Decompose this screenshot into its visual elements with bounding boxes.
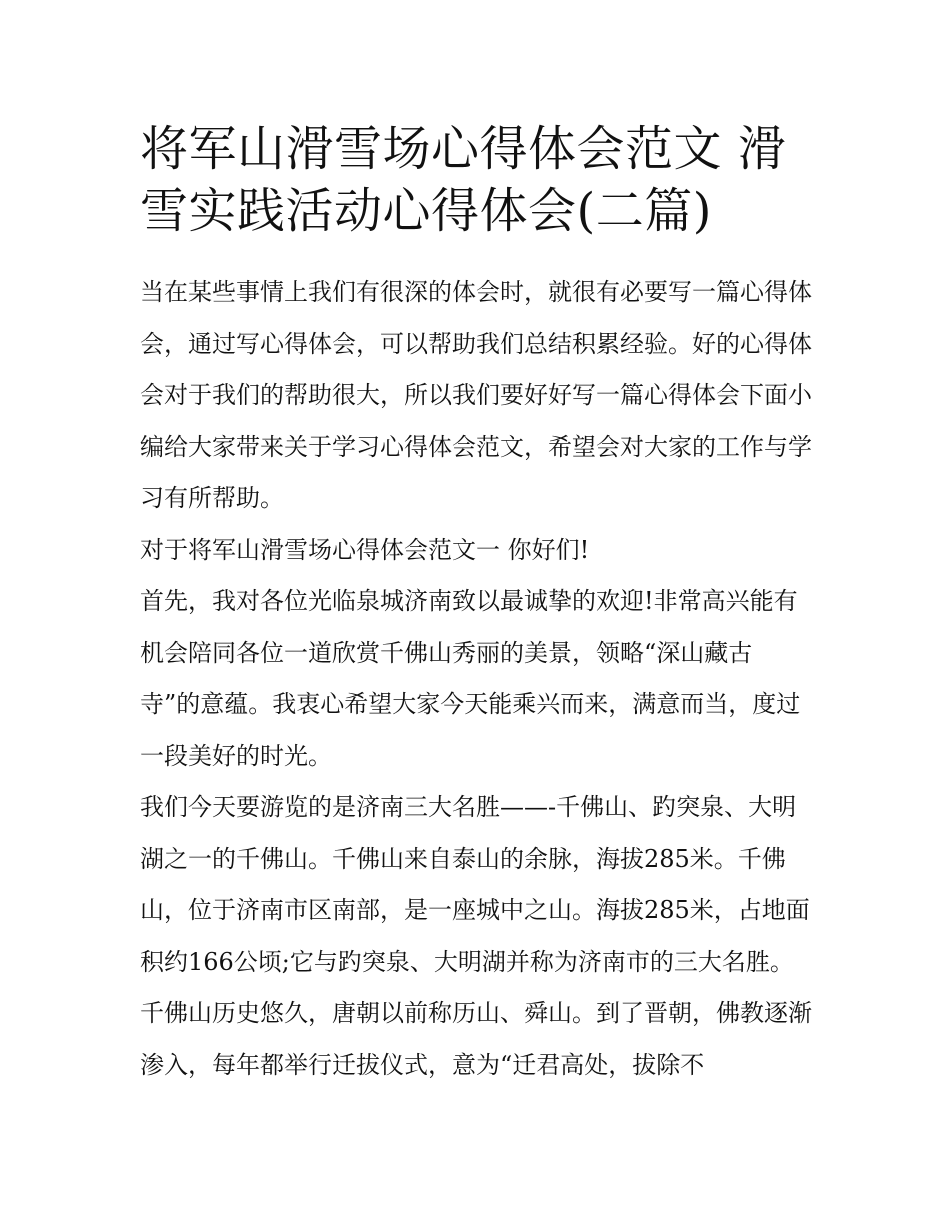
paragraph-heading-one: 对于将军山滑雪场心得体会范文一 你好们! bbox=[140, 535, 590, 564]
document-title: 将军山滑雪场心得体会范文 滑雪实践活动心得体会(二篇) bbox=[140, 121, 787, 239]
document-page bbox=[140, 118, 812, 1091]
paragraph-welcome: 首先，我对各位光临泉城济南致以最诚挚的欢迎!非常高兴能有机会陪同各位一道欣赏千佛山秀丽的美景，领略“深山藏古寺”的意蕴。我衷心希望大家今天能乘兴而来，满意而当，度过一段美好的时光。 bbox=[140, 587, 801, 770]
paragraph-qianfoshan: 我们今天要游览的是济南三大名胜——-千佛山、趵突泉、大明湖之一的千佛山。千佛山来自泰山的余脉，海拔285米。千佛山，位于济南市区南部，是一座城中之山。海拔285米，占地面积约166公顷;它与趵突泉、大明湖并称为济南市的三大名胜。千佛山历史悠久，唐朝以前称历山、舜山。到了晋朝，佛教逐渐渗入，每年都举行迁拔仪式，意为“迁君高处，拔除不 bbox=[140, 793, 812, 1079]
paragraph-intro: 当在某些事情上我们有很深的体会时，就很有必要写一篇心得体会，通过写心得体会，可以帮助我们总结积累经验。好的心得体会对于我们的帮助很大，所以我们要好好写一篇心得体会下面小编给大家带来关于学习心得体会范文，希望会对大家的工作与学习有所帮助。 bbox=[140, 278, 812, 512]
title-spacer bbox=[140, 242, 812, 267]
